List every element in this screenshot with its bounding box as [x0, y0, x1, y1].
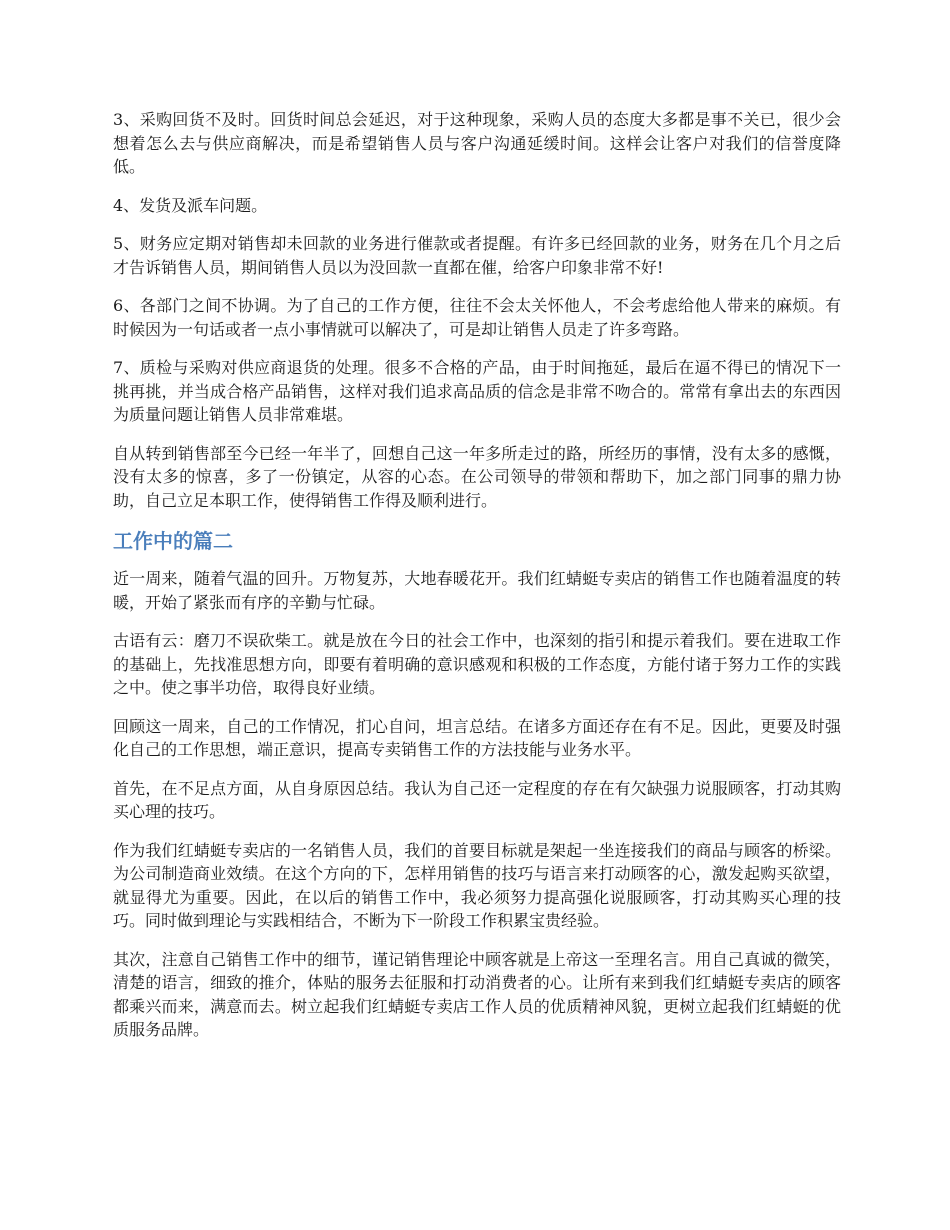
paragraph-item-7: 7、质检与采购对供应商退货的处理。很多不合格的产品，由于时间拖延，最后在逼不得已的情况下一挑再挑，并当成合格产品销售，这样对我们追求高品质的信念是非常不吻合的。常常有拿出去的东西因为质量问题让销售人员非常难堪。	[113, 358, 841, 424]
paragraph-summary: 自从转到销售部至今已经一年半了，回想自己这一年多所走过的路，所经历的事情，没有太多的感慨，没有太多的惊喜，多了一份镇定，从容的心态。在公司领导的带领和帮助下，加之部门同事的鼎力协助，自己立足本职工作，使得销售工作得及顺利进行。	[113, 443, 841, 510]
paragraph-item-4: 4、发货及派车问题。	[113, 195, 268, 215]
paragraph-item-3: 3、采购回货不及时。回货时间总会延迟，对于这种现象，采购人员的态度大多都是事不关已，很少会想着怎么去与供应商解决，而是希望销售人员与客户沟通延缓时间。这样会让客户对我们的信誉度降低。	[113, 110, 841, 176]
paragraph-review: 回顾这一周来，自己的工作情况，扪心自问，坦言总结。在诸多方面还存在有不足。因此，更要及时强化自己的工作思想，端正意识，提高专卖销售工作的方法技能与业务水平。	[113, 716, 841, 759]
paragraph-intro: 近一周来，随着气温的回升。万物复苏，大地春暖花开。我们红蜻蜓专卖店的销售工作也随着温度的转暖，开始了紧张而有序的辛勤与忙碌。	[113, 569, 841, 612]
paragraph-item-5: 5、财务应定期对销售却未回款的业务进行催款或者提醒。有许多已经回款的业务，财务在几个月之后才告诉销售人员，期间销售人员以为没回款一直都在催，给客户印象非常不好!	[113, 234, 841, 277]
document-page	[113, 108, 841, 1057]
paragraph-item-6: 6、各部门之间不协调。为了自己的工作方便，往往不会太关怀他人，不会考虑给他人带来的麻烦。有时候因为一句话或者一点小事情就可以解决了，可是却让销售人员走了许多弯路。	[113, 296, 841, 339]
paragraph-second-point: 其次，注意自己销售工作中的细节，谨记销售理论中顾客就是上帝这一至理名言。用自己真诚的微笑，清楚的语言，细致的推介，体贴的服务去征服和打动消费者的心。让所有来到我们红蜻蜓专卖店的顾客都乘兴而来，满意而去。树立起我们红蜻蜓专卖店工作人员的优质精神风貌，更树立起我们红蜻蜓的优质服务品牌。	[113, 949, 841, 1039]
section-heading: 工作中的篇二	[113, 529, 233, 553]
paragraph-first-point: 首先，在不足点方面，从自身原因总结。我认为自己还一定程度的存在有欠缺强力说服顾客，打动其购买心理的技巧。	[113, 778, 841, 821]
paragraph-proverb: 古语有云：磨刀不误砍柴工。就是放在今日的社会工作中，也深刻的指引和提示着我们。要在进取工作的基础上，先找准思想方向，即要有着明确的意识感观和积极的工作态度，方能付诸于努力工作的实践之中。使之事半功倍，取得良好业绩。	[113, 631, 841, 697]
paragraph-role: 作为我们红蜻蜓专卖店的一名销售人员，我们的首要目标就是架起一坐连接我们的商品与顾客的桥梁。为公司制造商业效绩。在这个方向的下，怎样用销售的技巧与语言来打动顾客的心，激发起购买欲望，就显得尤为重要。因此，在以后的销售工作中，我必须努力提高强化说服顾客，打动其购买心理的技巧。同时做到理论与实践相结合，不断为下一阶段工作积累宝贵经验。	[113, 840, 841, 930]
